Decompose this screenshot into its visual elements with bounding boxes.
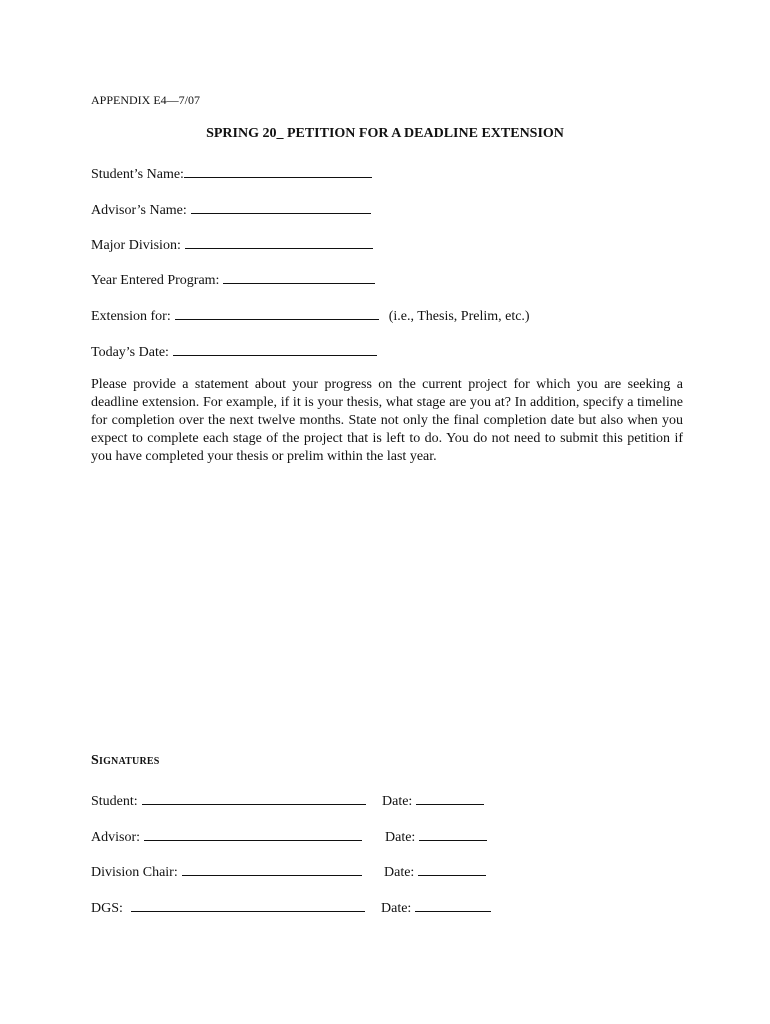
student-date-field[interactable] <box>416 790 484 805</box>
advisor-date-field[interactable] <box>419 826 487 841</box>
year-entered-field[interactable] <box>223 269 375 284</box>
major-division-row <box>91 234 373 254</box>
dgs-signature-field[interactable] <box>131 897 365 912</box>
extension-for-note: (i.e., Thesis, Prelim, etc.) <box>388 309 530 324</box>
division-chair-signature-label: Division Chair: <box>91 865 178 880</box>
advisor-signature-field[interactable] <box>144 826 362 841</box>
advisor-name-label: Advisor’s Name: <box>91 203 187 218</box>
advisor-signature-label: Advisor: <box>91 830 140 845</box>
page-title: SPRING 20_ PETITION FOR A DEADLINE EXTENSION <box>206 126 564 141</box>
dgs-date-field[interactable] <box>415 897 491 912</box>
statement-area[interactable] <box>91 470 683 740</box>
major-division-label: Major Division: <box>91 238 181 253</box>
student-signature-row <box>91 790 366 810</box>
dgs-date-row <box>381 897 491 917</box>
year-entered-label: Year Entered Program: <box>91 273 220 288</box>
student-signature-field[interactable] <box>142 790 366 805</box>
dgs-signature-label: DGS: <box>91 901 123 916</box>
advisor-name-field[interactable] <box>191 199 371 214</box>
division-chair-signature-field[interactable] <box>182 861 362 876</box>
todays-date-row <box>91 341 377 361</box>
extension-for-row <box>91 305 530 325</box>
advisor-date-label: Date: <box>385 830 416 845</box>
advisor-signature-row <box>91 826 362 846</box>
appendix-label: APPENDIX E4—7/07 <box>91 93 201 107</box>
advisor-name-row <box>91 199 371 219</box>
advisor-date-row <box>385 826 487 846</box>
division-chair-date-label: Date: <box>384 865 415 880</box>
todays-date-field[interactable] <box>173 341 377 356</box>
student-date-row <box>382 790 484 810</box>
extension-for-field[interactable] <box>175 305 379 320</box>
todays-date-label: Today’s Date: <box>91 345 169 360</box>
dgs-signature-row <box>91 897 365 917</box>
division-chair-signature-row <box>91 861 362 881</box>
extension-for-label: Extension for: <box>91 309 171 324</box>
dgs-date-label: Date: <box>381 901 412 916</box>
major-division-field[interactable] <box>185 234 373 249</box>
student-name-field[interactable] <box>184 163 372 178</box>
division-chair-date-row <box>384 861 486 881</box>
student-name-row <box>91 163 372 183</box>
year-entered-row <box>91 269 375 289</box>
student-date-label: Date: <box>382 794 413 809</box>
statement-instructions: Please provide a statement about your progress on the current project for which you are seeking a deadline extension. For example, if it is your thesis, what stage are you at? In addition, specify a timeline for completion over the next twelve months. State not only the final completion date but also when you expect to complete each stage of the project that is left to do. You do not need to submit this petition if you have completed your thesis or prelim within the last year. <box>91 377 683 464</box>
student-name-label: Student’s Name: <box>91 167 184 182</box>
signatures-heading: Signatures <box>91 753 160 768</box>
division-chair-date-field[interactable] <box>418 861 486 876</box>
student-signature-label: Student: <box>91 794 138 809</box>
